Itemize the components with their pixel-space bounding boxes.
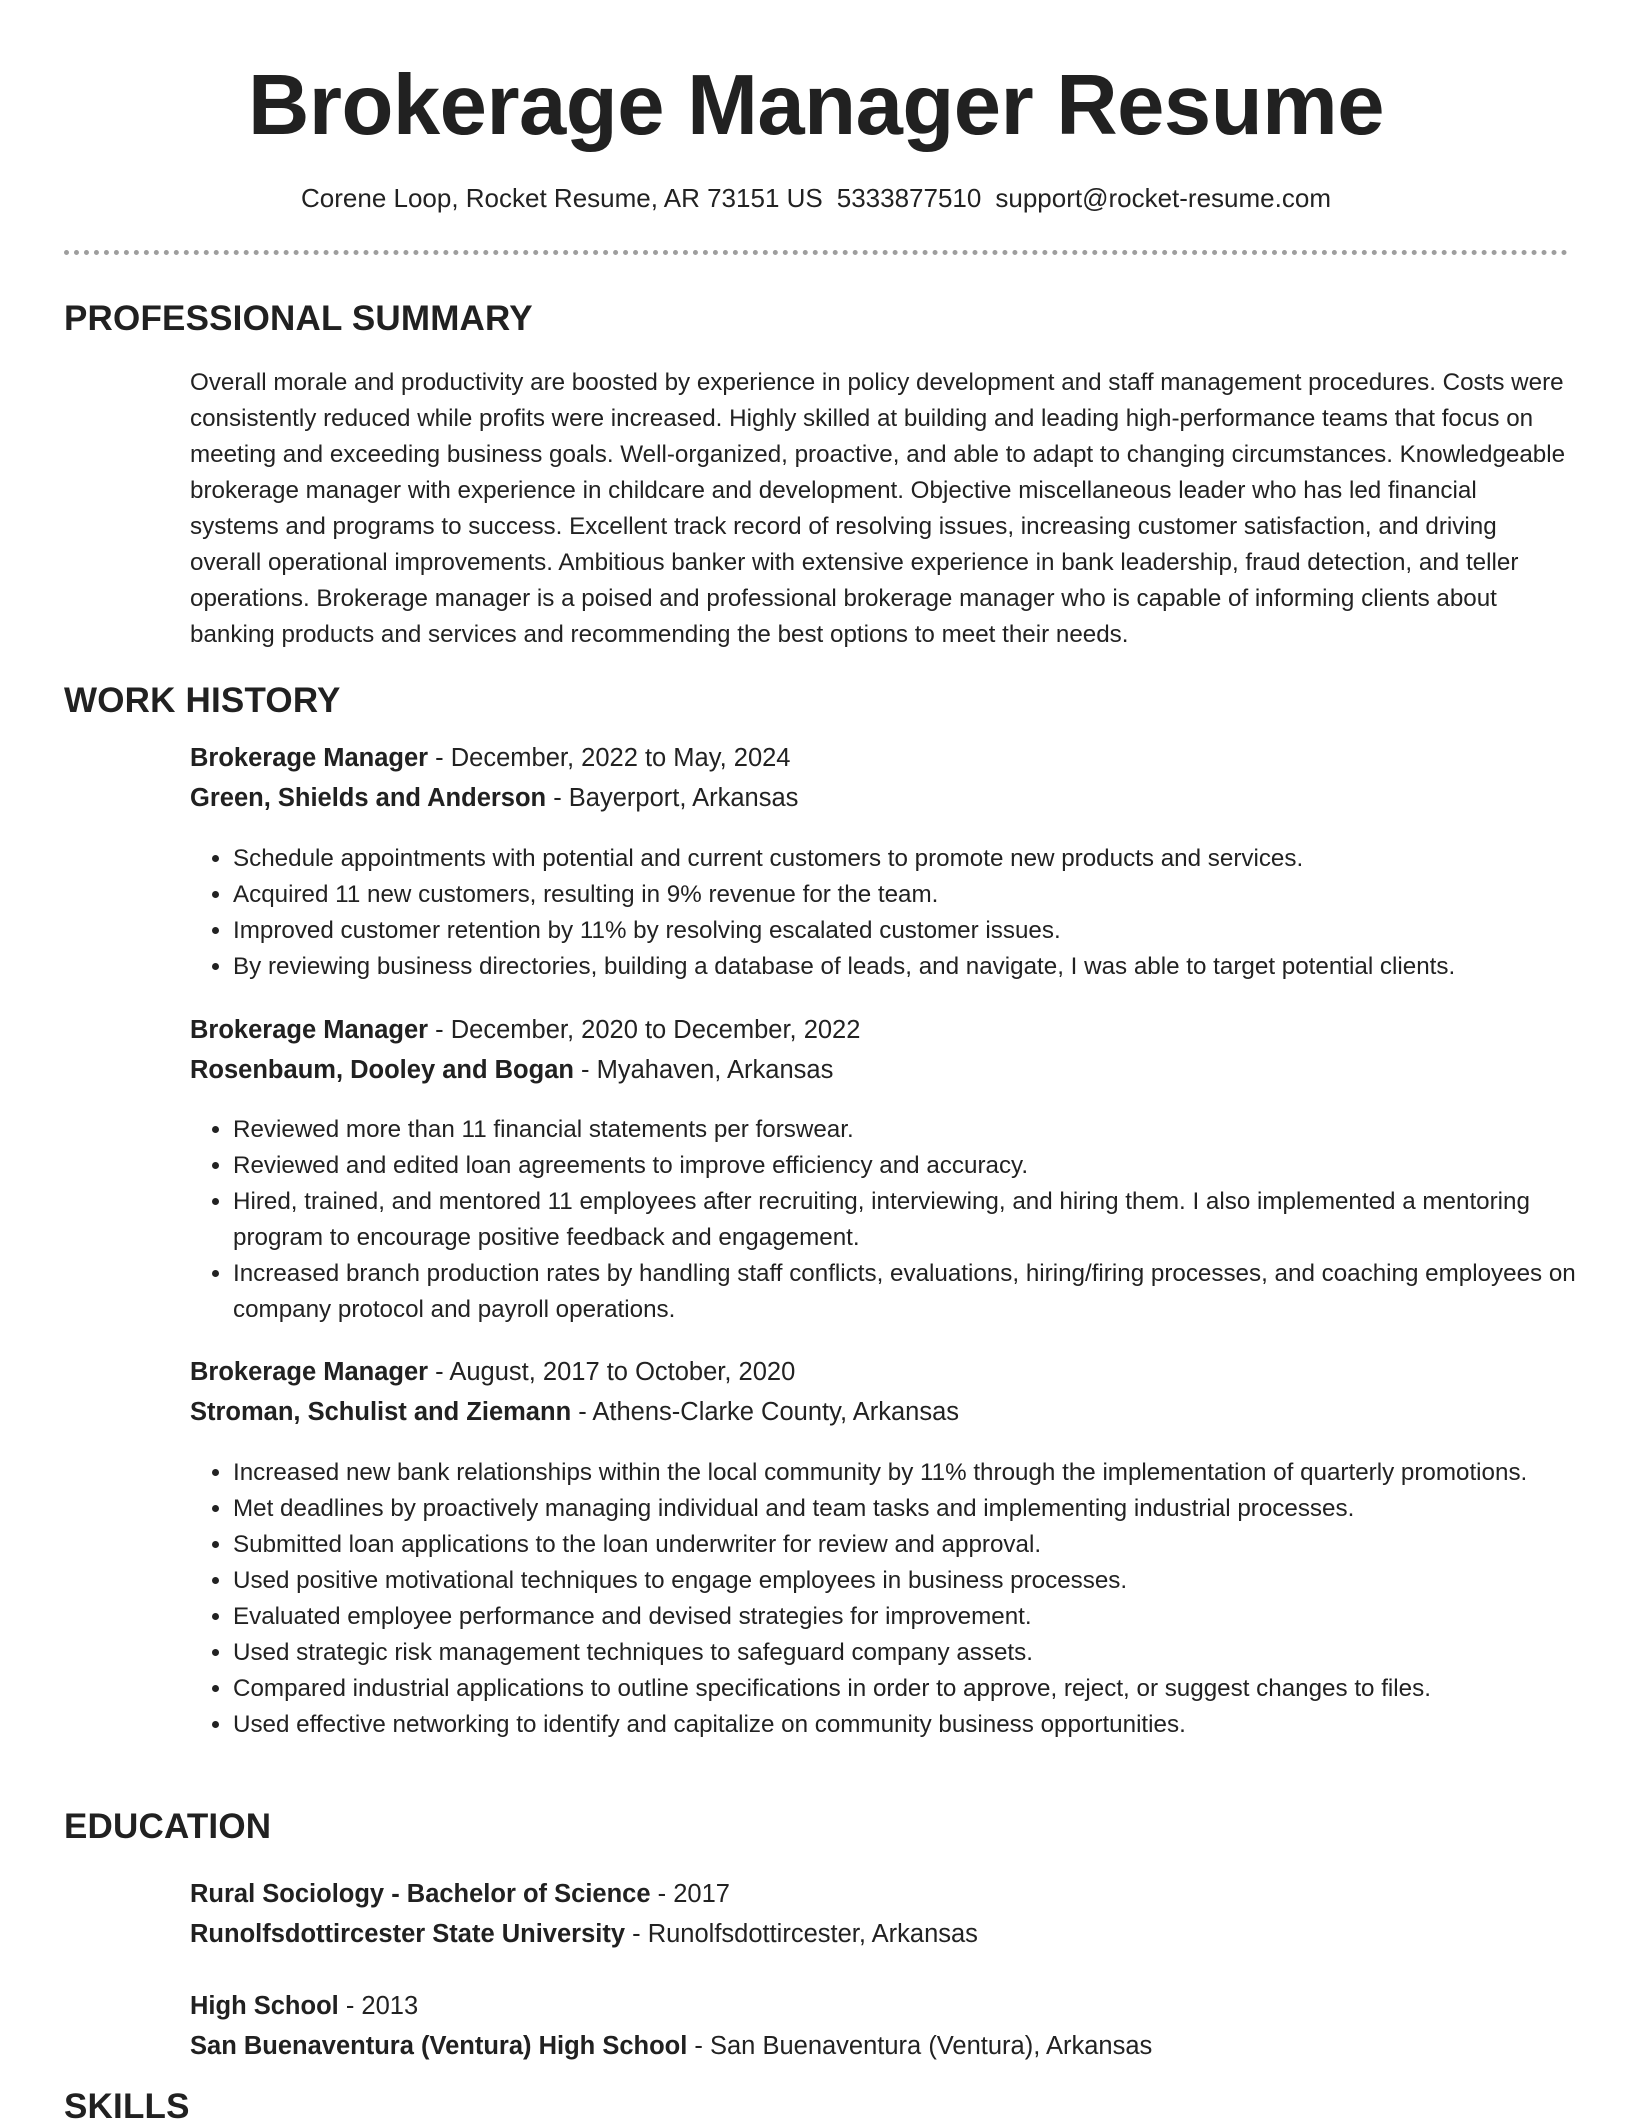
job-location: - Bayerport, Arkansas xyxy=(546,784,799,812)
job-bullets xyxy=(190,1112,1613,1328)
education-location: - Runolfsdottircester, Arkansas xyxy=(625,1920,978,1948)
education-location: - San Buenaventura (Ventura), Arkansas xyxy=(687,2032,1153,2060)
education-year: - 2013 xyxy=(338,1992,419,2020)
contact-email[interactable]: support@rocket-resume.com xyxy=(995,183,1331,213)
list-item: • Used positive motivational techniques to engage employees in business processes. xyxy=(233,1563,1613,1599)
job-title: Brokerage Manager xyxy=(190,1016,429,1044)
resume-title: Brokerage Manager Resume xyxy=(248,58,1384,153)
section-title-education: EDUCATION xyxy=(64,1807,272,1846)
list-item: • Met deadlines by proactively managing individual and team tasks and implementing industrial processes. xyxy=(233,1491,1613,1527)
job-title-line xyxy=(190,740,1570,776)
list-item: • Reviewed more than 11 financial statements per forswear. xyxy=(233,1112,1613,1148)
list-item: • Hired, trained, and mentored 11 employees after recruiting, interviewing, and hiring them. I also implemented a mentoring program to encourage positive feedback and engagement. xyxy=(233,1184,1613,1256)
list-item: • Compared industrial applications to outline specifications in order to approve, reject, or suggest changes to files. xyxy=(233,1671,1613,1707)
education-degree: Rural Sociology - Bachelor of Science xyxy=(190,1880,651,1908)
list-item: • Used effective networking to identify and capitalize on community business opportunities. xyxy=(233,1707,1613,1743)
job-dates: - December, 2020 to December, 2022 xyxy=(428,1016,861,1044)
list-item: • Schedule appointments with potential and current customers to promote new products and services. xyxy=(233,841,1613,877)
header-divider xyxy=(64,250,1568,255)
list-item: • Submitted loan applications to the loan underwriter for review and approval. xyxy=(233,1527,1613,1563)
job-title-line xyxy=(190,1012,1570,1048)
education-school-line xyxy=(190,2028,1570,2064)
section-title-skills: SKILLS xyxy=(64,2087,190,2126)
education-degree: High School xyxy=(190,1992,339,2020)
list-item: • Evaluated employee performance and devised strategies for improvement. xyxy=(233,1599,1613,1635)
job-bullets xyxy=(190,1455,1613,1743)
job-company: Green, Shields and Anderson xyxy=(190,784,547,812)
list-item: • Increased branch production rates by handling staff conflicts, evaluations, hiring/firing processes, and coaching employees on company protocol and payroll operations. xyxy=(233,1256,1613,1328)
contact-address: Corene Loop, Rocket Resume, AR 73151 US xyxy=(301,183,823,213)
job-title: Brokerage Manager xyxy=(190,1358,429,1386)
job-company: Rosenbaum, Dooley and Bogan xyxy=(190,1056,574,1084)
education-school: San Buenaventura (Ventura) High School xyxy=(190,2032,688,2060)
job-company-line xyxy=(190,780,1570,816)
list-item: • Acquired 11 new customers, resulting in 9% revenue for the team. xyxy=(233,877,1613,913)
list-item: • Reviewed and edited loan agreements to improve efficiency and accuracy. xyxy=(233,1148,1613,1184)
summary-text: Overall morale and productivity are boosted by experience in policy development and staff management procedures. Costs were consistently reduced while profits were increased. Highly skilled at building and leading high-performance teams that focus on meeting and exceeding business goals. Well-organized, proactive, and able to adapt to changing circumstances. Knowledgeable brokerage manager with experience in childcare and development. Objective miscellaneous leader who has led financial systems and programs to success. Excellent track record of resolving issues, increasing customer satisfaction, and driving overall operational improvements. Ambitious banker with extensive experience in bank leadership, fraud detection, and teller operations. Brokerage manager is a poised and professional brokerage manager who is capable of informing clients about banking products and services and recommending the best options to meet their needs. xyxy=(190,369,1566,648)
job-title: Brokerage Manager xyxy=(190,744,429,772)
list-item: • Used strategic risk management techniques to safeguard company assets. xyxy=(233,1635,1613,1671)
job-company-line xyxy=(190,1394,1570,1430)
contact-phone: 5333877510 xyxy=(836,183,982,213)
job-dates: - August, 2017 to October, 2020 xyxy=(428,1358,796,1386)
job-company: Stroman, Schulist and Ziemann xyxy=(190,1398,572,1426)
job-dates: - December, 2022 to May, 2024 xyxy=(428,744,791,772)
contact-line xyxy=(0,180,1632,216)
education-degree-line xyxy=(190,1988,1570,2024)
job-location: - Myahaven, Arkansas xyxy=(573,1056,834,1084)
list-item: • Improved customer retention by 11% by resolving escalated customer issues. xyxy=(233,913,1613,949)
list-item: • Increased new bank relationships within the local community by 11% through the implementation of quarterly promotions. xyxy=(233,1455,1613,1491)
education-year: - 2017 xyxy=(650,1880,730,1908)
education-degree-line xyxy=(190,1876,1570,1912)
section-title-summary: PROFESSIONAL SUMMARY xyxy=(64,299,533,338)
education-school-line xyxy=(190,1916,1570,1952)
section-title-work-history: WORK HISTORY xyxy=(64,681,341,720)
job-bullets xyxy=(190,841,1613,985)
education-school: Runolfsdottircester State University xyxy=(190,1920,626,1948)
job-title-line xyxy=(190,1354,1570,1390)
list-item: • By reviewing business directories, building a database of leads, and navigate, I was able to target potential clients. xyxy=(233,949,1613,985)
job-company-line xyxy=(190,1052,1570,1088)
job-location: - Athens-Clarke County, Arkansas xyxy=(571,1398,960,1426)
